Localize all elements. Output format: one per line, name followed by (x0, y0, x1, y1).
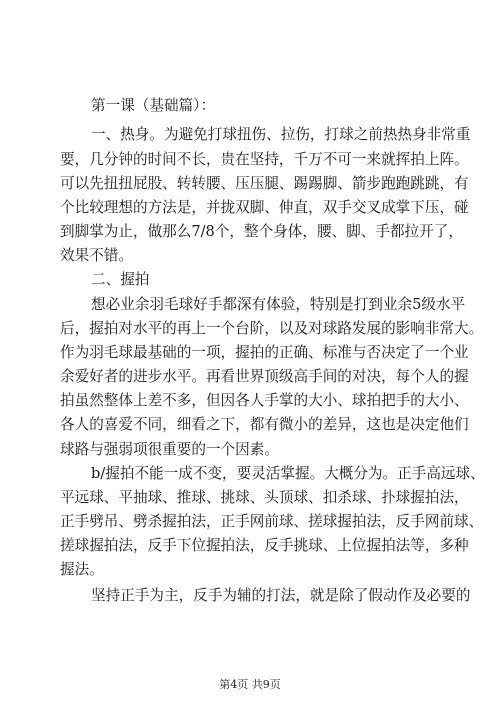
paragraph-line: 一、热身。为避免打球扭伤、拉伤，打球之前热热身非常重 (91, 126, 471, 143)
paragraph-line: 作为羽毛球最基础的一项，握拍的正确、标准与否决定了一个业 (60, 344, 469, 361)
paragraph-line: 想必业余羽毛球好手都深有体验，特别是打到业余5级水平 (91, 296, 466, 313)
paragraph-line: 坚持正手为主，反手为辅的打法，就是除了假动作及必要的 (91, 587, 471, 604)
paragraph-line: 拍虽然整体上差不多，但因各人手掌的大小、球拍把手的大小、 (60, 392, 469, 409)
section-heading-grip: 二、握拍 (91, 271, 150, 288)
paragraph-line: 个比较理想的方法是，并拢双脚、伸直，双手交叉成掌下压，碰 (60, 199, 469, 216)
paragraph-line: 可以先扭扭屁股、转转腰、压压腿、踢踢脚、箭步跑跑跳跳，有 (60, 175, 469, 192)
paragraph-line: 握法。 (60, 561, 104, 578)
paragraph-line: 球路与强弱项很重要的一个因素。 (60, 441, 279, 458)
section-heading-lesson-one: 第一课（基础篇）： (91, 97, 216, 114)
paragraph-line: 到脚掌为止，做那么7/8个，整个身体，腰、脚、手都拉开了， (60, 223, 463, 240)
paragraph-line: 余爱好者的进步水平。再看世界顶级高手间的对决，每个人的握 (60, 368, 469, 385)
paragraph-line: 后，握拍对水平的再上一个台阶，以及对球路发展的影响非常大。 (60, 320, 484, 337)
paragraph-line: 平远球、平抽球、推球、挑球、头顶球、扣杀球、扑球握拍法， (60, 489, 469, 506)
paragraph-line: 效果不错。 (60, 247, 133, 264)
paragraph-line: 搓球握拍法，反手下位握拍法，反手挑球、上位握拍法等，多种 (60, 537, 469, 554)
paragraph-line: 各人的喜爱不同，细看之下，都有微小的差异，这也是决定他们 (60, 416, 469, 433)
page-number-footer: 第4页 共9页 (219, 678, 281, 691)
paragraph-line: 正手劈吊、劈杀握拍法，正手网前球、搓球握拍法，反手网前球、 (60, 513, 484, 530)
paragraph-line: 要，几分钟的时间不长，贵在坚持，千万不可一来就挥拍上阵。 (60, 151, 469, 168)
paragraph-line: b/握拍不能一成不变，要灵活掌握。大概分为。正手高远球、 (91, 465, 485, 482)
